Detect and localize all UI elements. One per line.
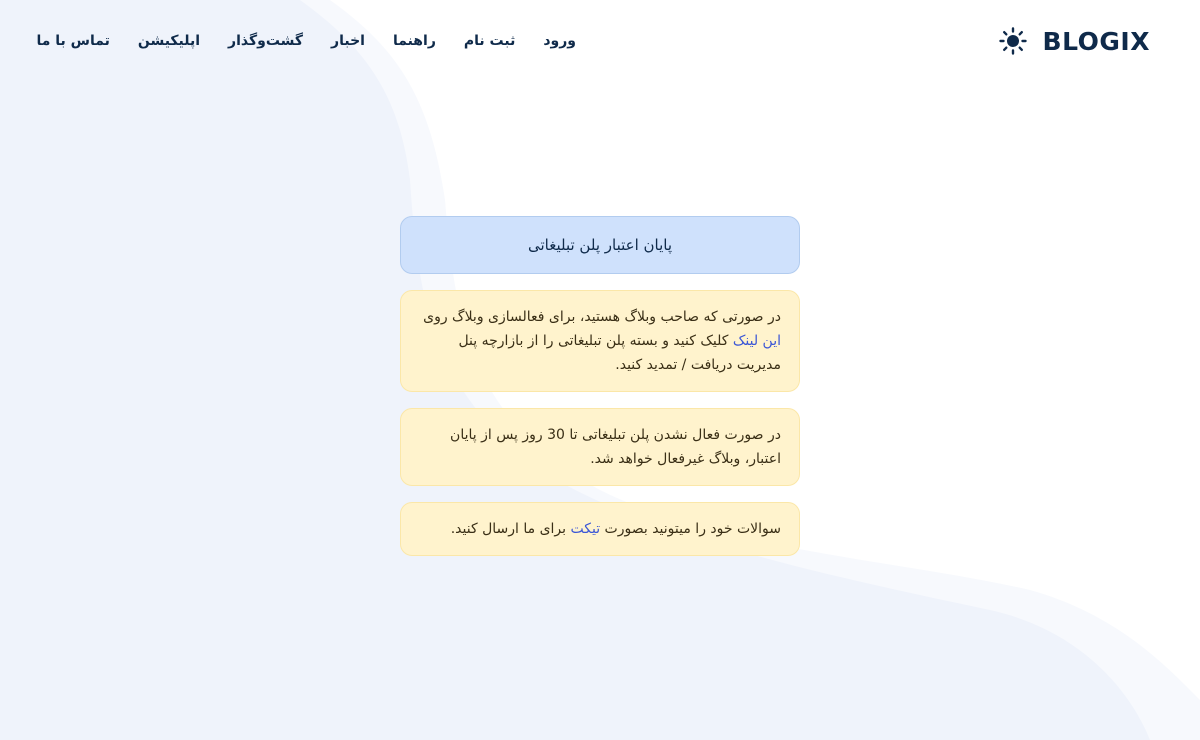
ticket-link[interactable]: تیکت bbox=[570, 521, 601, 537]
notice-support-text-end: برای ما ارسال کنید. bbox=[450, 521, 571, 537]
notice-deactivation-text: در صورت فعال نشدن پلن تبلیغاتی تا 30 روز پس از پایان اعتبار، وبلاگ غیرفعال خواهد شد. bbox=[450, 427, 781, 467]
activation-link[interactable]: این لینک bbox=[732, 333, 781, 349]
brand[interactable] bbox=[999, 24, 1150, 58]
nav-item-guide[interactable]: راهنما bbox=[392, 33, 436, 49]
notice-deactivation bbox=[400, 408, 800, 486]
nav-item-application[interactable]: اپلیکیشن bbox=[137, 33, 201, 49]
nav-item-explore[interactable]: گشت‌وگذار bbox=[228, 33, 304, 49]
notice-activation-text-end: کلیک کنید و بسته پلن تبلیغاتی را از بازارچه پنل مدیریت دریافت / تمدید کنید. bbox=[458, 333, 781, 373]
notice-support-text-start: سوالات خود را میتونید بصورت bbox=[600, 521, 781, 537]
nav-item-contact[interactable]: تماس با ما bbox=[36, 33, 110, 49]
notice-support bbox=[400, 502, 800, 556]
header bbox=[0, 0, 1200, 84]
nav-item-register[interactable]: ثبت نام bbox=[463, 33, 516, 49]
notice-activation-text-start: در صورتی که صاحب وبلاگ هستید، برای فعالسازی وبلاگ روی bbox=[423, 309, 781, 325]
notice-title: پایان اعتبار پلن تبلیغاتی bbox=[400, 216, 800, 274]
notice-activation bbox=[400, 290, 800, 392]
notice-panel bbox=[400, 216, 800, 572]
brand-name[interactable]: BLOGIX bbox=[1042, 26, 1150, 56]
nav-item-news[interactable]: اخبار bbox=[331, 33, 365, 49]
sun-icon[interactable] bbox=[999, 27, 1027, 55]
nav-item-login[interactable]: ورود bbox=[543, 33, 576, 49]
main-nav bbox=[36, 29, 576, 53]
